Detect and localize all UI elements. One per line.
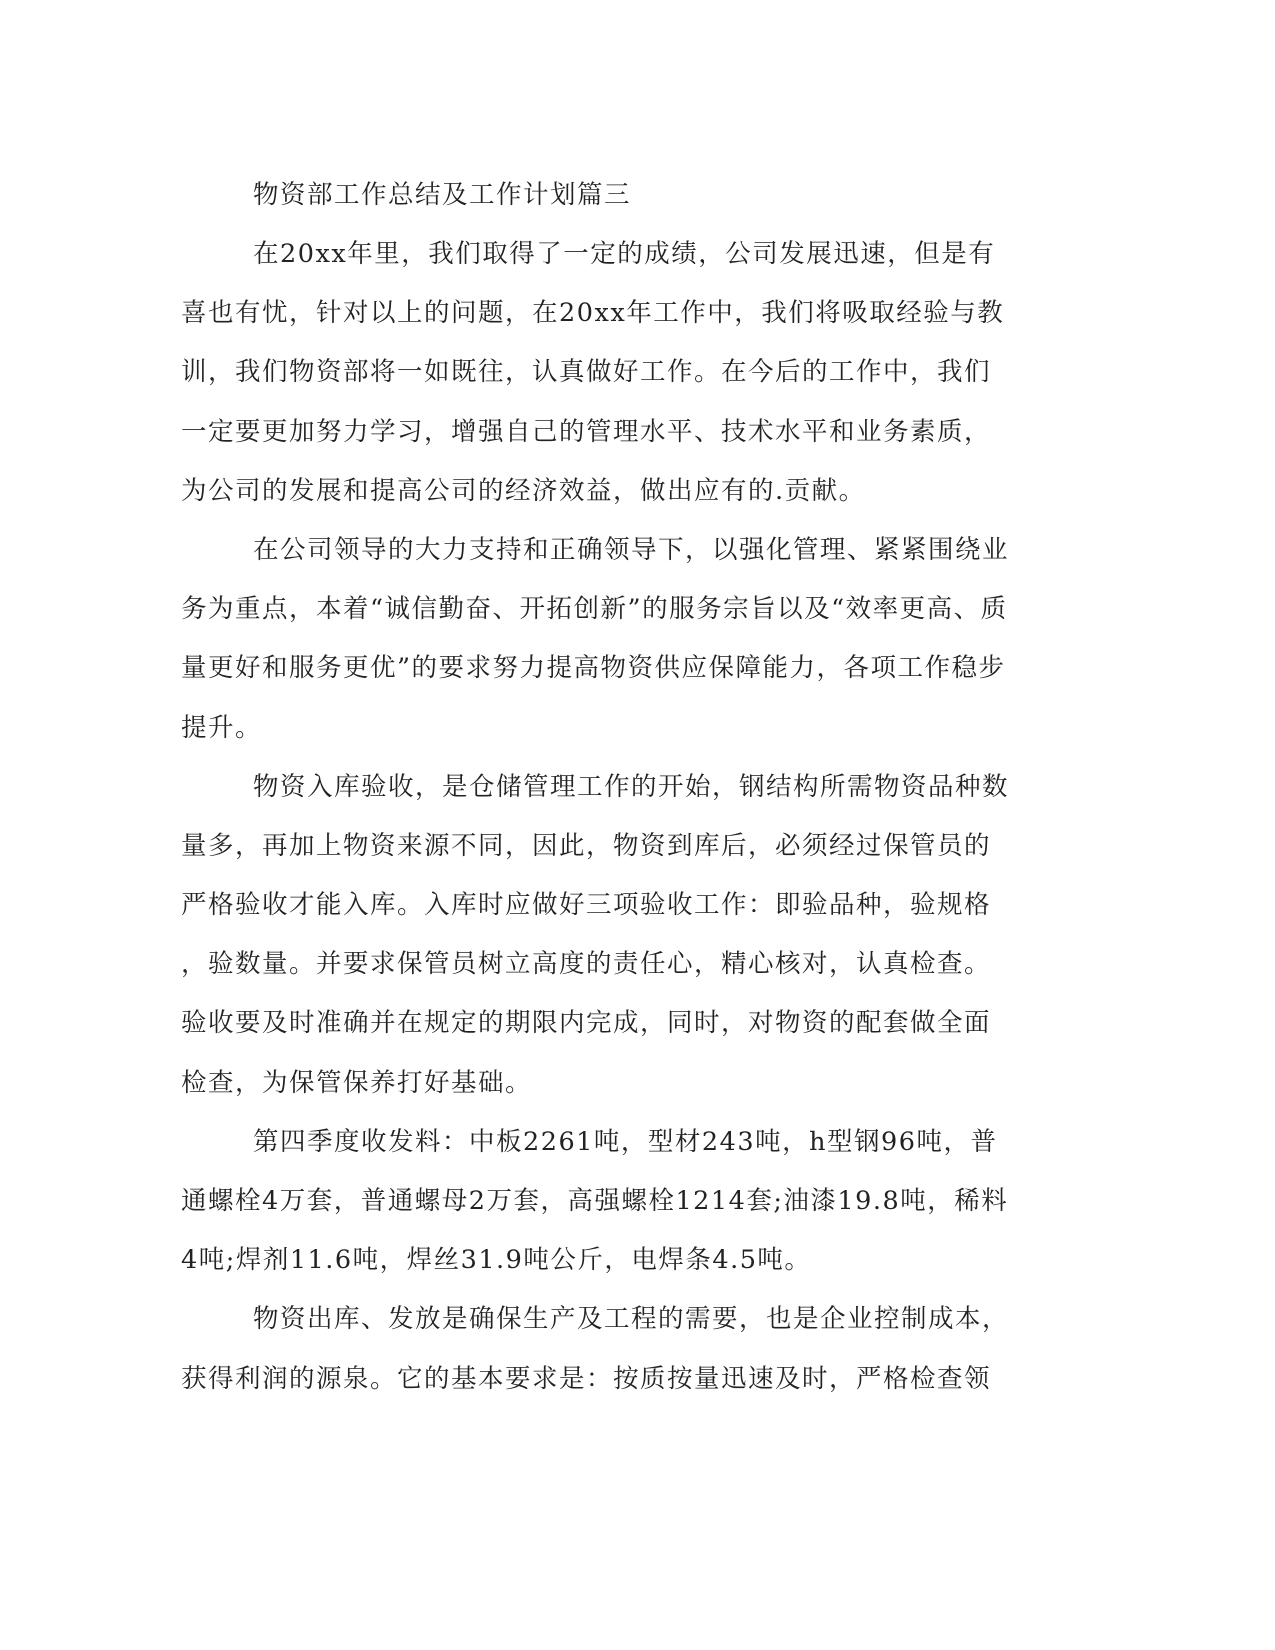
paragraph-leadership-support (181, 521, 1046, 758)
paragraph-line: 物资入库验收，是仓储管理工作的开始，钢结构所需物资品种数 (253, 771, 1010, 802)
paragraph-line: 第四季度收发料：中板2261吨，型材243吨，h型钢96吨，普 (253, 1126, 998, 1157)
paragraph-line: 严格验收才能入库。入库时应做好三项验收工作：即验品种，验规格 (181, 890, 992, 921)
paragraph-line: 喜也有忧，针对以上的问题，在20xx年工作中，我们将吸取经验与教 (181, 298, 1005, 329)
paragraph-q4-materials (181, 1113, 1046, 1291)
paragraph-line: 为公司的发展和提高公司的经济效益，做出应有的.贡献。 (181, 475, 866, 506)
paragraph-line: 4吨;焊剂11.6吨，焊丝31.9吨公斤，电焊条4.5吨。 (181, 1245, 812, 1276)
paragraph-outbound-distribution (181, 1290, 1046, 1408)
paragraph-line: 量更好和服务更优”的要求努力提高物资供应保障能力，各项工作稳步 (181, 653, 1006, 684)
paragraph-line: 训，我们物资部将一如既往，认真做好工作。在今后的工作中，我们 (181, 357, 992, 388)
document-body (181, 165, 1046, 1409)
paragraph-line: ，验数量。并要求保管员树立高度的责任心，精心核对，认真检查。 (181, 949, 992, 980)
paragraph-warehouse-inspection (181, 758, 1046, 1113)
paragraph-line: 提升。 (181, 712, 263, 743)
paragraph-line: 量多，再加上物资来源不同，因此，物资到库后，必须经过保管员的 (181, 830, 992, 861)
paragraph-line: 通螺栓4万套，普通螺母2万套，高强螺栓1214套;油漆19.8吨，稀料 (181, 1186, 1009, 1216)
paragraph-line: 物资出库、发放是确保生产及工程的需要，也是企业控制成本， (253, 1304, 1010, 1335)
paragraph-line: 获得利润的源泉。它的基本要求是：按质按量迅速及时，严格检查领 (181, 1363, 992, 1394)
paragraph-line: 务为重点，本着“诚信勤奋、开拓创新”的服务宗旨以及“效率更高、质 (181, 594, 1008, 625)
paragraph-line: 一定要更加努力学习，增强自己的管理水平、技术水平和业务素质， (181, 416, 992, 447)
paragraph-line: 在公司领导的大力支持和正确领导下，以强化管理、紧紧围绕业 (253, 534, 1010, 565)
paragraph-line: 验收要及时准确并在规定的期限内完成，同时，对物资的配套做全面 (181, 1008, 992, 1039)
document-title: 物资部工作总结及工作计划篇三 (253, 180, 632, 210)
paragraph-annual-summary (181, 225, 1046, 521)
paragraph-line: 检查，为保管保养打好基础。 (181, 1067, 533, 1098)
paragraph-line: 在20xx年里，我们取得了一定的成绩，公司发展迅速，但是有 (253, 239, 996, 269)
